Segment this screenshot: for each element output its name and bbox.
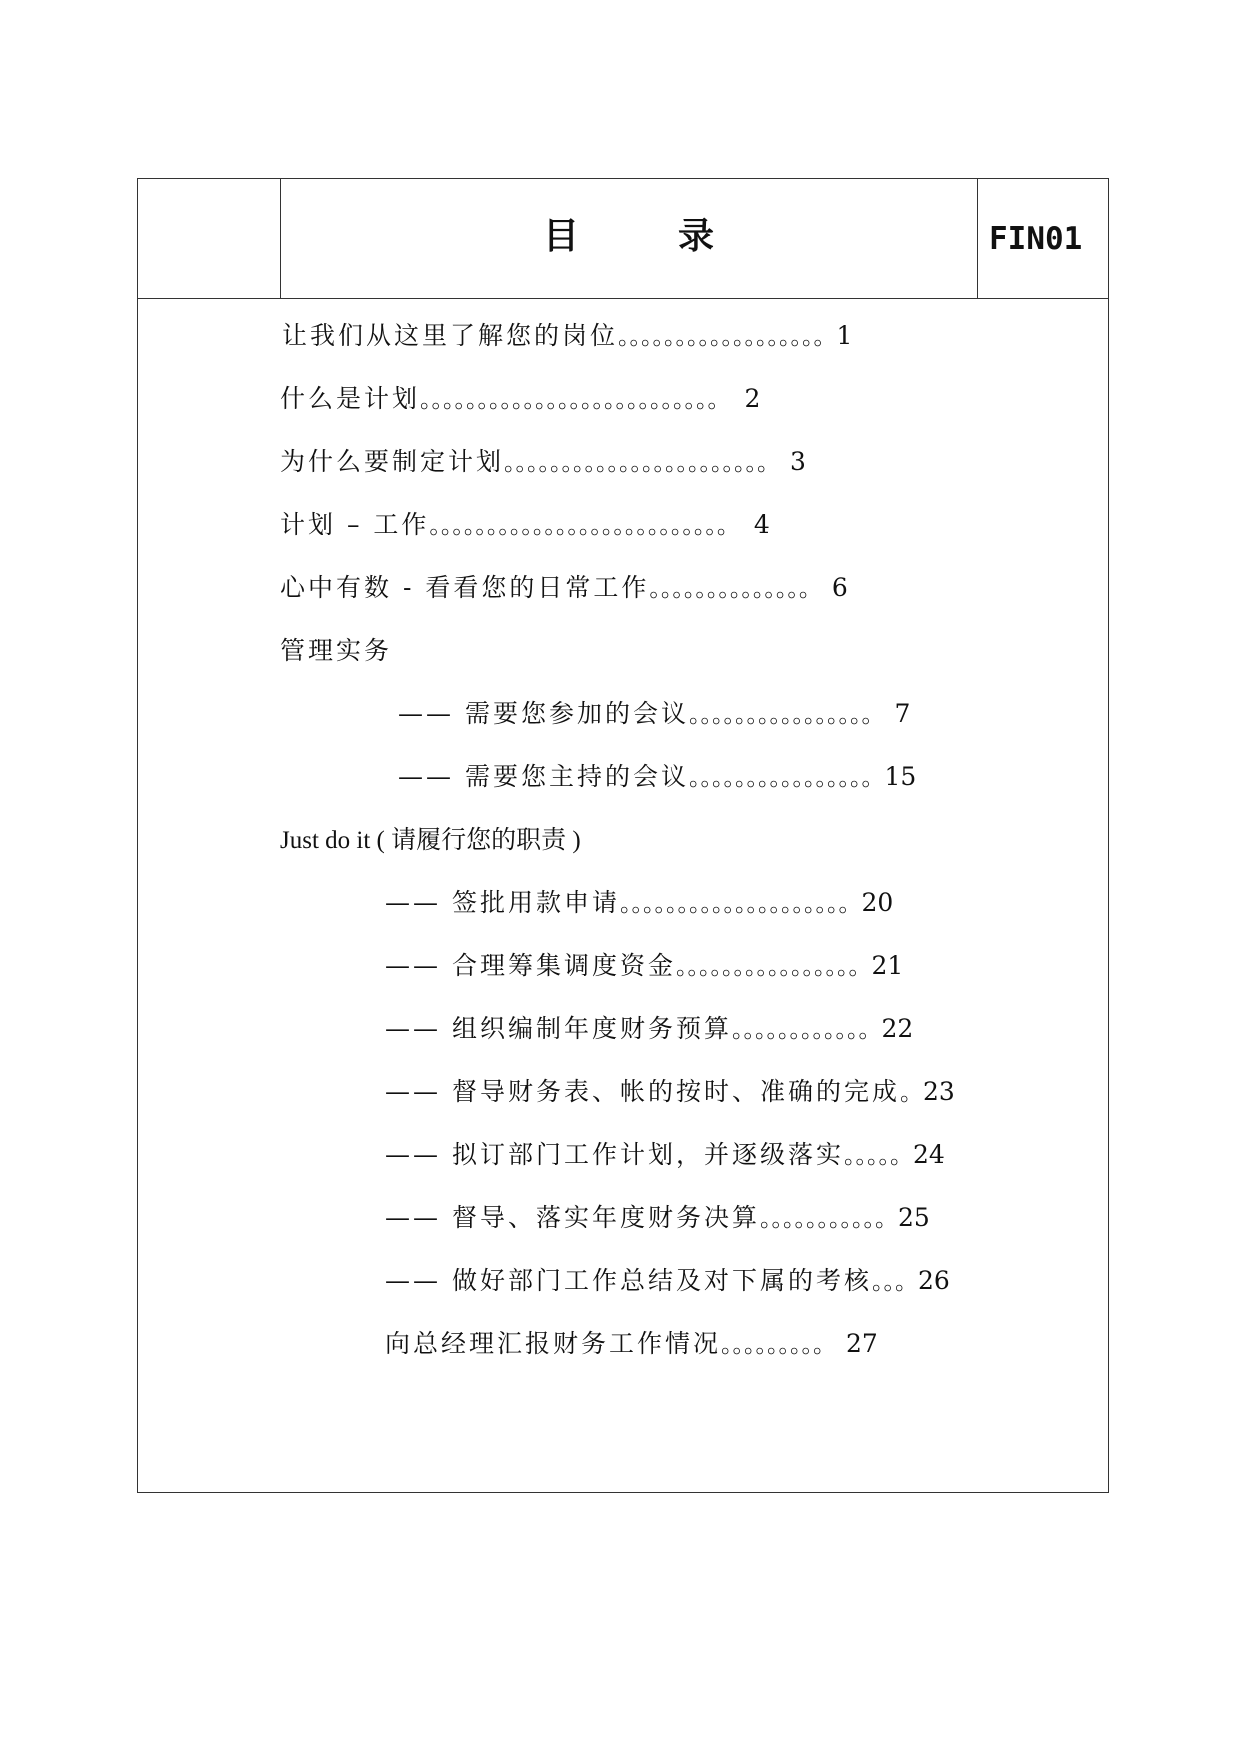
toc-section-heading — [280, 820, 581, 860]
toc-entry-page: 22 — [881, 1014, 914, 1043]
page-title-char-1: 目 — [543, 216, 580, 257]
toc-entry-leader: 。。。 — [871, 1269, 918, 1295]
toc-entry-leader: 。 — [899, 1080, 923, 1106]
toc-entry — [385, 883, 893, 923]
header-title-cell — [281, 179, 978, 298]
toc-entry-leader: 。。。。。。。。。。。。。。。。 — [688, 765, 885, 791]
toc-entry — [280, 505, 770, 545]
toc-entry-page: 15 — [884, 762, 917, 791]
toc-entry-leader: 。。。。。。。。。。。。。。。。。。。。。。。。。。 — [420, 387, 731, 413]
toc-entry-title: 计划 – 工作 — [280, 510, 430, 539]
toc-entry-title: —— 督导、落实年度财务决算 — [385, 1203, 760, 1232]
header-empty-cell — [138, 179, 281, 298]
toc-entry-leader: 。。。。。。。。。。。。。。 — [649, 576, 822, 602]
toc-entry — [385, 1072, 955, 1112]
toc-entry-leader: 。。。。。。。。。。。 — [759, 1206, 898, 1232]
toc-entry — [398, 694, 910, 734]
toc-header-row — [138, 179, 1108, 299]
toc-entry — [385, 1324, 878, 1364]
toc-entry — [385, 1261, 950, 1301]
toc-entry-leader: 。。。。。。。。。。。。 — [731, 1017, 882, 1043]
toc-entry-leader: 。。。。。。。。。。。。。。。。。。 — [618, 324, 837, 350]
toc-entry-page: 21 — [871, 951, 904, 980]
toc-entry-page: 1 — [836, 321, 853, 350]
toc-entry — [385, 946, 903, 986]
toc-entry-page: 27 — [846, 1329, 878, 1358]
toc-entry-leader: 。。。。。。。。。。。。。。。。 — [688, 702, 885, 728]
toc-entry — [398, 757, 916, 797]
document-code: FIN01 — [989, 221, 1083, 257]
toc-entry-leader: 。。。。。。。。。。。。。。。。。。。。。。。。。。 — [429, 513, 740, 539]
toc-entry — [280, 379, 760, 419]
toc-entry-title: 什么是计划 — [280, 384, 421, 413]
toc-entry-title: 为什么要制定计划 — [280, 447, 505, 476]
toc-entry-title: —— 做好部门工作总结及对下属的考核 — [385, 1266, 872, 1295]
toc-section-title: 管理实务 — [280, 636, 393, 665]
toc-entry-title: —— 拟订部门工作计划，并逐级落实 — [385, 1140, 844, 1169]
toc-entry-page: 7 — [894, 699, 911, 728]
toc-entry-page: 26 — [917, 1266, 950, 1295]
toc-entry-leader: 。。。。。。。。。。。。。。。。。。。。 — [619, 891, 862, 917]
toc-entry — [280, 568, 848, 608]
toc-entry-leader: 。。。。。。。。。。。。。。。。 — [675, 954, 872, 980]
toc-entry — [282, 316, 852, 356]
toc-entry-page: 4 — [753, 510, 770, 539]
toc-entry-page: 24 — [912, 1140, 945, 1169]
toc-entry-page: 20 — [861, 888, 894, 917]
toc-entry-title: —— 督导财务表、帐的按时、准确的完成 — [385, 1077, 900, 1106]
toc-entry-title: 心中有数 - 看看您的日常工作 — [280, 573, 650, 602]
toc-entry — [385, 1009, 913, 1049]
toc-entry-leader: 。。。。。。。。。 — [721, 1332, 837, 1358]
toc-entry-title: —— 需要您参加的会议 — [398, 699, 689, 728]
toc-entry — [385, 1135, 945, 1175]
toc-entry-page: 25 — [897, 1203, 930, 1232]
toc-entry — [385, 1198, 930, 1238]
toc-section-title: Just do it ( 请履行您的职责 ) — [280, 827, 581, 854]
toc-entry-title: —— 合理筹集调度资金 — [385, 951, 676, 980]
toc-entry-leader: 。。。。。。。。。。。。。。。。。。。。。。。 — [504, 450, 781, 476]
toc-entry-title: —— 需要您主持的会议 — [398, 762, 689, 791]
toc-section-heading — [280, 631, 392, 671]
toc-entry-page: 23 — [922, 1077, 955, 1106]
toc-entry-page: 6 — [831, 573, 848, 602]
header-code-cell — [978, 179, 1109, 298]
toc-entry-title: 向总经理汇报财务工作情况 — [385, 1329, 722, 1358]
page-title-char-2: 录 — [678, 216, 715, 257]
toc-entry-title: —— 组织编制年度财务预算 — [385, 1014, 732, 1043]
toc-entry-page: 2 — [744, 384, 761, 413]
toc-entry — [280, 442, 806, 482]
toc-entry-title: —— 签批用款申请 — [385, 888, 620, 917]
toc-entry-page: 3 — [790, 447, 806, 476]
toc-entry-title: 让我们从这里了解您的岗位 — [282, 321, 619, 350]
toc-entry-leader: 。。。。。 — [843, 1143, 913, 1169]
